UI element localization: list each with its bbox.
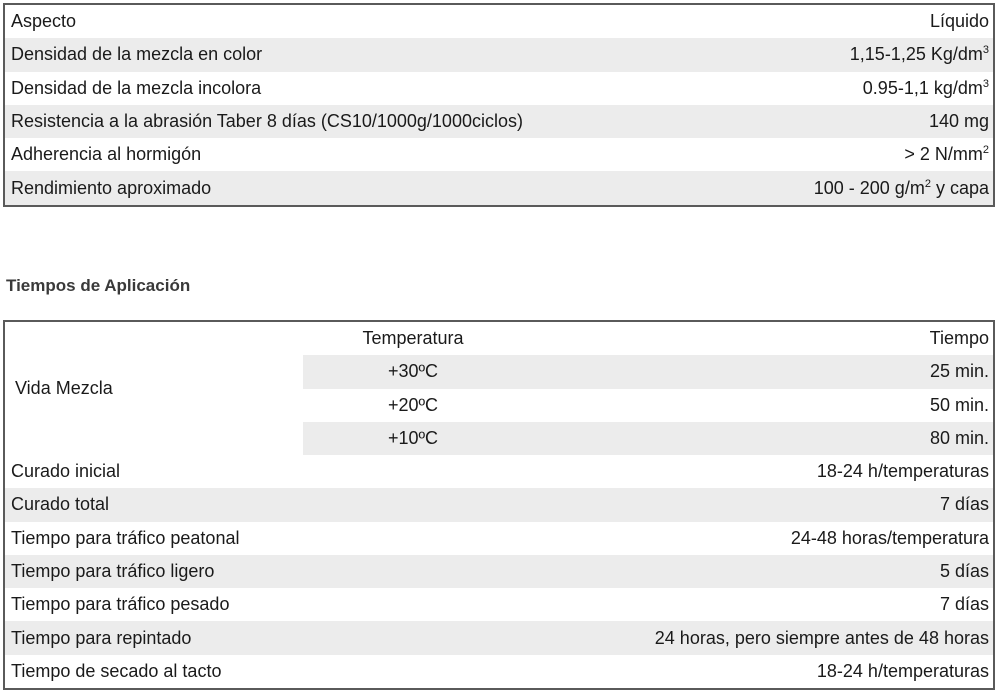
application-times-table — [3, 320, 995, 690]
table-row — [5, 38, 993, 71]
row-value: 0.95-1,1 $kg/dm^3$ — [862, 77, 989, 98]
table-row — [5, 655, 993, 688]
row-label: Densidad de la mezcla en color — [11, 44, 263, 65]
time-cell: 25 min. — [929, 361, 989, 382]
time-cell: 50 min. — [929, 394, 989, 415]
table-row — [5, 588, 993, 621]
row-value: 7 días — [939, 494, 989, 515]
temperature-cell: +30ºC — [387, 361, 439, 382]
table-row — [5, 138, 993, 171]
row-value: 24 horas, pero siempre antes de 48 horas — [654, 627, 989, 648]
row-label: Tiempo de secado al tacto — [11, 660, 222, 681]
table-row — [5, 555, 993, 588]
row-label: Aspecto — [11, 11, 77, 32]
row-label: Adherencia al hormigón — [11, 144, 202, 165]
row-label: Tiempo para tráfico peatonal — [11, 527, 240, 548]
row-value: 24-48 horas/temperatura — [790, 527, 989, 548]
pot-life-block — [5, 322, 993, 455]
table-row — [5, 171, 993, 204]
pot-life-grid — [303, 322, 993, 455]
pot-life-row — [303, 422, 993, 455]
pot-life-label: Vida Mezcla — [15, 378, 113, 398]
row-value: 7 días — [939, 594, 989, 615]
section-title: Tiempos de Aplicación — [6, 276, 191, 295]
row-value: 5 días — [939, 561, 989, 582]
time-cell: 80 min. — [929, 427, 989, 448]
table-row — [5, 5, 993, 38]
row-label: Rendimiento aproximado — [11, 177, 212, 198]
pot-life-header — [303, 322, 993, 355]
table-row — [5, 488, 993, 521]
row-value: 1,15-1,25 $Kg/dm^3$ — [849, 44, 989, 65]
properties-table — [3, 3, 995, 207]
row-value: 100 - 200 $g/m^2$ y capa — [813, 177, 989, 198]
row-label: Curado inicial — [11, 461, 121, 482]
table-row — [5, 621, 993, 654]
table-row — [5, 72, 993, 105]
temperature-cell: +20ºC — [387, 394, 439, 415]
temperature-header: Temperatura — [362, 328, 464, 349]
pot-life-row — [303, 355, 993, 388]
table-row — [5, 105, 993, 138]
temperature-cell: +10ºC — [387, 427, 439, 448]
table-row — [5, 522, 993, 555]
pot-life-row — [303, 389, 993, 422]
row-value: 140 mg — [928, 111, 989, 132]
row-label: Resistencia a la abrasión Taber 8 días (CS10/1000g/1000ciclos) — [11, 111, 523, 132]
row-label: Tiempo para tráfico pesado — [11, 594, 230, 615]
row-label: Tiempo para tráfico ligero — [11, 561, 215, 582]
row-label: Tiempo para repintado — [11, 627, 192, 648]
row-value: Líquido — [929, 11, 989, 32]
row-label: Densidad de la mezcla incolora — [11, 77, 262, 98]
row-label: Curado total — [11, 494, 110, 515]
row-value: 18-24 h/temperaturas — [816, 461, 989, 482]
time-header: Tiempo — [929, 328, 989, 349]
row-value: > 2 $N/mm^2$ — [904, 144, 989, 165]
table-row — [5, 455, 993, 488]
row-value: 18-24 h/temperaturas — [816, 660, 989, 681]
